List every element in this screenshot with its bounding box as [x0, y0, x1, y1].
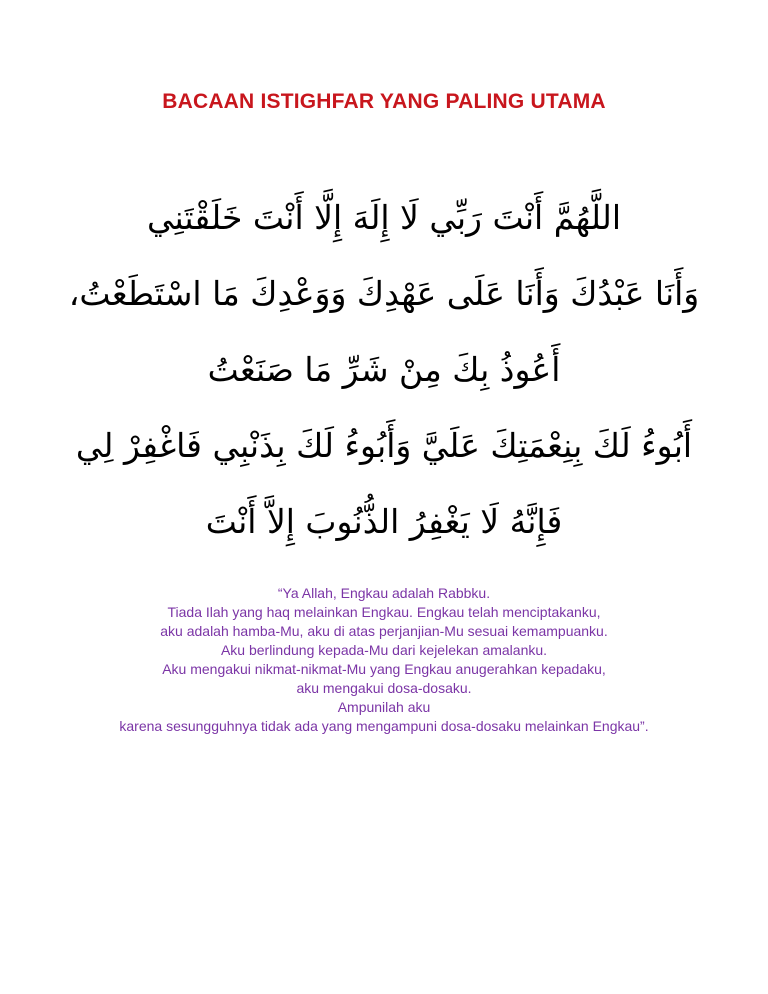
page-title: BACAAN ISTIGHFAR YANG PALING UTAMA: [162, 90, 606, 113]
translation-line-2: Tiada Ilah yang haq melainkan Engkau. Engkau telah menciptakanku,: [167, 604, 601, 620]
translation-line-3: aku adalah hamba-Mu, aku di atas perjanjian-Mu sesuai kemampuanku.: [160, 623, 608, 639]
arabic-line-5: فَإِنَّهُ لَا يَغْفِرُ الذُّنُوبَ إِلاَّ أَنْتَ: [205, 502, 563, 541]
arabic-line-2: وَأَنَا عَبْدُكَ وَأَنَا عَلَى عَهْدِكَ وَوَعْدِكَ مَا اسْتَطَعْتُ،: [68, 274, 700, 313]
translation-line-5: Aku mengakui nikmat-nikmat-Mu yang Engkau anugerahkan kepadaku,: [162, 661, 606, 677]
arabic-prayer: [0, 180, 768, 560]
translation-line-7: Ampunilah aku: [337, 699, 431, 715]
translation-block: [0, 584, 768, 736]
translation-line-8: karena sesungguhnya tidak ada yang mengampuni dosa-dosaku melainkan Engkau”.: [119, 718, 649, 734]
translation-line-1: “Ya Allah, Engkau adalah Rabbku.: [277, 585, 491, 601]
arabic-line-3: أَعُوذُ بِكَ مِنْ شَرِّ مَا صَنَعْتُ: [207, 350, 561, 389]
translation-line-6: aku mengakui dosa-dosaku.: [296, 680, 472, 696]
translation-line-4: Aku berlindung kepada-Mu dari kejelekan amalanku.: [220, 642, 548, 658]
arabic-line-1: اللَّهُمَّ أَنْتَ رَبِّي لَا إِلَهَ إِلَّا أَنْتَ خَلَقْتَنِي: [146, 198, 622, 237]
arabic-line-4: أَبُوءُ لَكَ بِنِعْمَتِكَ عَلَيَّ وَأَبُوءُ لَكَ بِذَنْبِي فَاغْفِرْ لِي: [75, 426, 693, 465]
